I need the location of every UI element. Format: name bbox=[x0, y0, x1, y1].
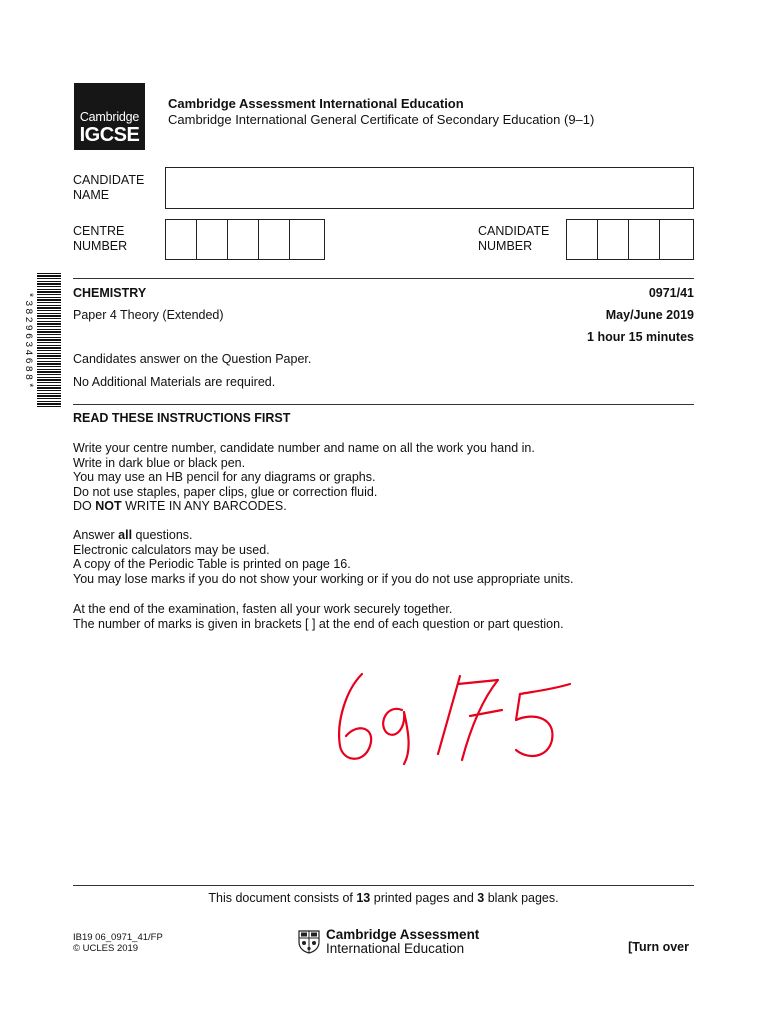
qualification-subtitle: Cambridge International General Certificate of Secondary Education (9–1) bbox=[168, 112, 595, 127]
instruction-line-answer: Answer all questions. bbox=[73, 528, 193, 542]
centre-number-label: CENTRE NUMBER bbox=[73, 224, 128, 253]
instruction-line: Do not use staples, paper clips, glue or correction fluid. bbox=[73, 484, 378, 499]
logo-line-1: Cambridge bbox=[79, 110, 140, 124]
digit-cell[interactable] bbox=[228, 220, 259, 259]
logo-line-2: IGCSE bbox=[79, 124, 140, 146]
candidate-number-label: CANDIDATE NUMBER bbox=[478, 224, 550, 253]
instruction-line: Electronic calculators may be used. bbox=[73, 542, 270, 557]
materials-note: No Additional Materials are required. bbox=[73, 375, 276, 389]
ca-line-2: International Education bbox=[326, 941, 465, 956]
instruction-line: A copy of the Periodic Table is printed on page 16. bbox=[73, 557, 351, 572]
page-count: This document consists of 13 printed pages and 3 blank pages. bbox=[208, 891, 559, 905]
university-crest-icon bbox=[298, 930, 320, 954]
digit-cell[interactable] bbox=[259, 220, 290, 259]
instruction-line: You may lose marks if you do not show your working or if you do not use appropriate units. bbox=[73, 571, 574, 586]
handwritten-score bbox=[330, 660, 590, 770]
instruction-line: The number of marks is given in brackets [ ] at the end of each question or part question. bbox=[73, 616, 564, 631]
barcode bbox=[37, 273, 61, 409]
instruction-line-barcodes: DO NOT WRITE IN ANY BARCODES. bbox=[73, 499, 287, 514]
instruction-line: You may use an HB pencil for any diagrams or graphs. bbox=[73, 470, 376, 485]
instructions-block-2 bbox=[73, 528, 574, 586]
digit-cell[interactable] bbox=[629, 220, 660, 259]
instruction-line: Write in dark blue or black pen. bbox=[73, 455, 246, 470]
ca-line-1: Cambridge Assessment bbox=[326, 927, 480, 942]
org-title: Cambridge Assessment International Education bbox=[168, 96, 464, 111]
candidate-number-field[interactable] bbox=[566, 219, 694, 260]
cambridge-igcse-logo bbox=[74, 83, 145, 150]
digit-cell[interactable] bbox=[598, 220, 629, 259]
paper-title: Paper 4 Theory (Extended) bbox=[73, 308, 224, 322]
digit-cell[interactable] bbox=[567, 220, 598, 259]
digit-cell[interactable] bbox=[290, 220, 321, 259]
candidate-name-field[interactable] bbox=[165, 167, 694, 209]
divider bbox=[73, 404, 694, 405]
instructions-block-1 bbox=[73, 441, 535, 514]
digit-cell[interactable] bbox=[197, 220, 228, 259]
instructions-heading: READ THESE INSTRUCTIONS FIRST bbox=[73, 411, 291, 425]
footer-divider bbox=[73, 885, 694, 886]
instructions-block-3 bbox=[73, 602, 564, 631]
turn-over: [Turn over bbox=[628, 940, 689, 954]
digit-cell[interactable] bbox=[660, 220, 691, 259]
exam-session: May/June 2019 bbox=[605, 308, 694, 322]
divider bbox=[73, 278, 694, 279]
candidate-name-label: CANDIDATE NAME bbox=[73, 173, 145, 202]
instruction-line: Write your centre number, candidate number and name on all the work you hand in. bbox=[73, 441, 535, 455]
barcode-number: *3829634688* bbox=[22, 291, 33, 391]
instruction-line: At the end of the examination, fasten all your work securely together. bbox=[73, 602, 453, 616]
answer-note: Candidates answer on the Question Paper. bbox=[73, 352, 312, 366]
cambridge-assessment-logo bbox=[298, 928, 479, 956]
document-reference: IB19 06_0971_41/FP © UCLES 2019 bbox=[73, 932, 163, 954]
exam-duration: 1 hour 15 minutes bbox=[587, 330, 694, 344]
component-code: 0971/41 bbox=[648, 286, 694, 300]
centre-number-field[interactable] bbox=[165, 219, 325, 260]
digit-cell[interactable] bbox=[166, 220, 197, 259]
subject: CHEMISTRY bbox=[73, 286, 147, 300]
